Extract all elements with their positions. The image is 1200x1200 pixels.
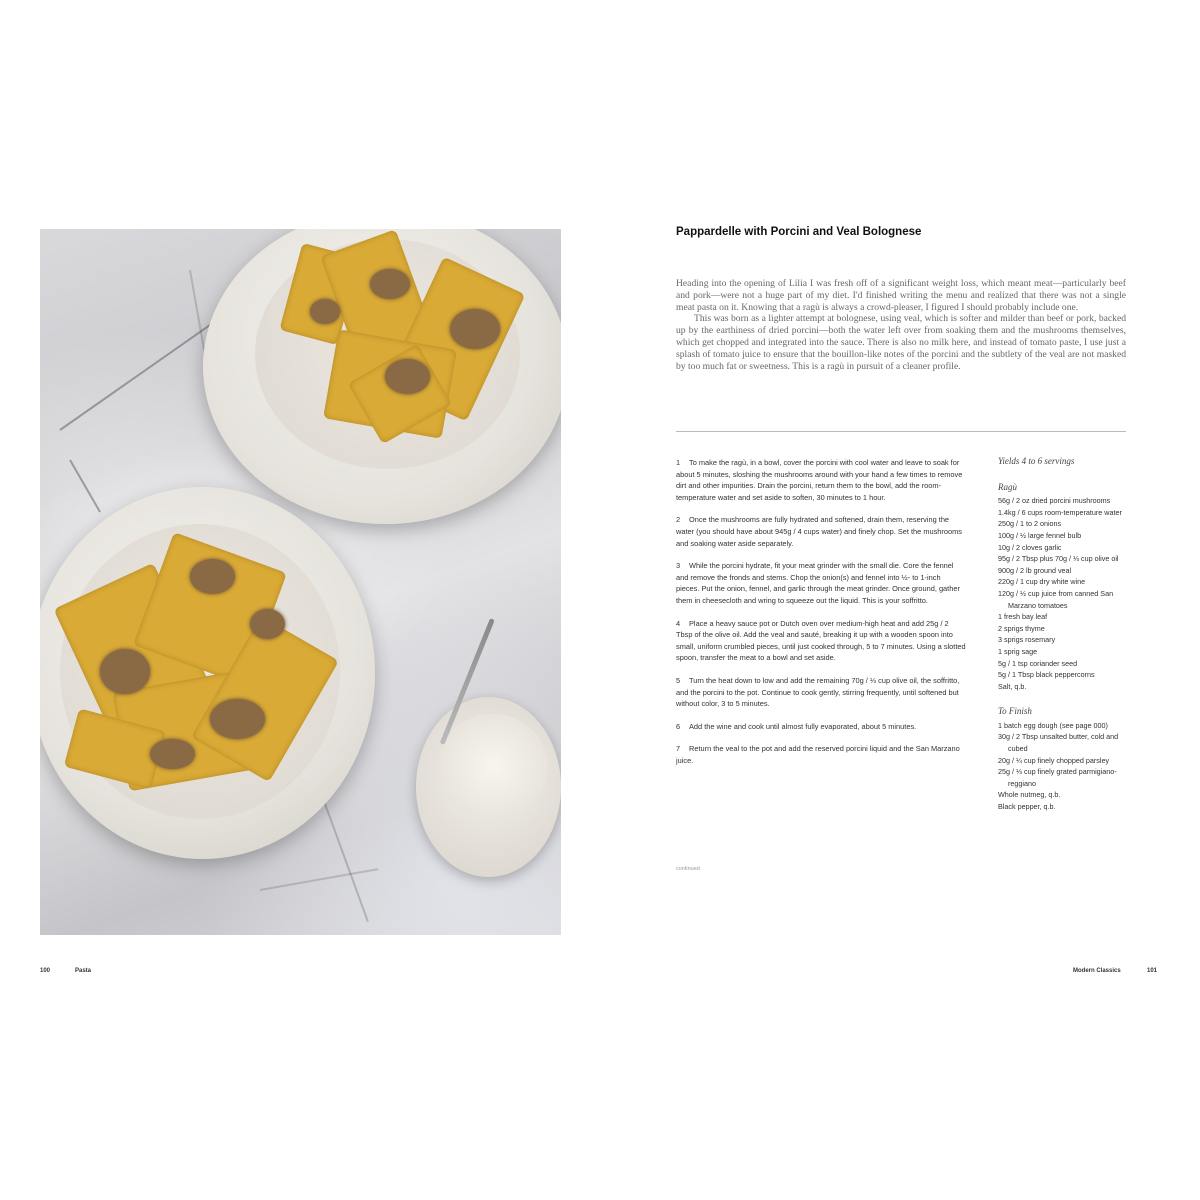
step: 1 To make the ragù, in a bowl, cover the porcini with cool water and leave to soak for about 5 minutes, sloshing the mushrooms around with your hand a few times to remove dirt and other impurities. Drain the porcini, return them to the bowl, add the room-temperature water and set aside to soften, 30 minutes to 1 hour. [676,458,963,502]
ingredient-item: 20g / ¼ cup finely chopped parsley [998,755,1110,765]
ingredient-item: 30g / 2 Tbsp unsalted butter, cold and cubed [998,732,1119,754]
left-page-number: 100 [40,968,51,974]
continued-label: continued [676,866,700,872]
ingredient-item: 1 fresh bay leaf [998,612,1048,622]
ingredients [998,456,1133,813]
recipe-intro [676,278,1126,372]
method-steps [676,457,966,777]
ingredient-item: Black pepper, q.b. [998,802,1056,812]
ingredient-item: 120g / ½ cup juice from canned San Marzano tomatoes [998,588,1114,610]
step: 4 Place a heavy sauce pot or Dutch oven over medium-high heat and add 25g / 2 Tbsp of the olive oil. Add the veal and sauté, breaking it up with a wooden spoon into small, uniform crumbled pieces, until just cooked through, 5 to 7 minutes. Using a slotted spoon, transfer the meat to a bowl and set aside. [676,618,966,663]
ingredient-group-heading: To Finish [998,706,1032,717]
ingredient-item: 100g / ½ large fennel bulb [998,530,1082,540]
ingredient-item: 220g / 1 cup dry white wine [998,577,1086,587]
ingredient-item: 25g / ⅓ cup finely grated parmigiano-reggiano [998,767,1117,788]
ingredient-item: 3 sprigs rosemary [998,635,1056,645]
ingredient-item: 10g / 2 cloves garlic [998,542,1062,552]
step: 2 Once the mushrooms are fully hydrated and softened, drain them, reserving the water (you should have about 945g / 4 cups water) and finely chop. Set the mushrooms and soaking water aside separately. [676,515,962,548]
right-section-title: Modern Classics [1073,968,1121,974]
left-section-title: Pasta [75,968,92,974]
divider [676,431,1126,432]
ingredient-item: Whole nutmeg, q.b. [998,790,1061,800]
ingredient-item: 1.4kg / 6 cups room-temperature water [998,507,1122,517]
ingredient-item: 1 sprig sage [998,646,1038,656]
ingredient-item: 95g / 2 Tbsp plus 70g / ⅓ cup olive oil [998,554,1119,564]
intro-paragraph: Heading into the opening of Lilia I was fresh off of a significant weight loss, which meant meat—particularly beef and pork—were not a huge part of my diet. I'd finished writing the menu and realized that there was not a single meat pasta on it. Knowing that a ragù is always a crowd-pleaser, I figured I should probably include one. [676,278,1126,313]
yield: Yields 4 to 6 servings [998,456,1075,466]
intro-paragraph: This was born as a lighter attempt at bolognese, using veal, which is softer and milder than beef or pork, backed up by the earthiness of dried porcini—both the water left over from soaking them and the mushrooms themselves, which get chopped and integrated into the sauce. There is also no milk here, and instead of tomato paste, I use just a splash of tomato juice to ensure that the bouillon-like notes of the porcini and the subtlety of the veal are not masked by too much fat or sweetness. This is a ragù in pursuit of a cleaner profile. [676,313,1126,372]
ingredient-item: 900g / 2 lb ground veal [998,565,1072,575]
ingredient-group-heading: Ragù [998,481,1017,492]
ingredient-item: Salt, q.b. [998,681,1027,691]
recipe-title: Pappardelle with Porcini and Veal Bolognese [676,226,922,238]
ingredient-item: 5g / 1 tsp coriander seed [998,658,1078,668]
step: 3 While the porcini hydrate, fit your meat grinder with the small die. Core the fennel and remove the fronds and stems. Chop the onion(s) and fennel into ½- to 1-inch pieces. Put the onion, fennel, and garlic through the meat grinder. Once ground, gather them in cheesecloth and wring to squeeze out the liquid. This is your soffritto. [676,561,960,605]
step: 5 Turn the heat down to low and add the remaining 70g / ⅓ cup olive oil, the soffritto, and the porcini to the pot. Continue to cook gently, stirring frequently, until softened but without color, 3 to 5 minutes. [676,675,960,709]
step: 6 Add the wine and cook until almost fully evaporated, about 5 minutes. [676,721,917,731]
ingredient-item: 56g / 2 oz dried porcini mushrooms [998,496,1111,506]
ingredient-item: 1 batch egg dough (see page 000) [998,720,1108,730]
step: 7 Return the veal to the pot and add the reserved porcini liquid and the San Marzano juice. [676,744,960,765]
ingredient-item: 250g / 1 to 2 onions [998,519,1062,529]
right-page-number: 101 [1147,968,1158,974]
ingredient-item: 5g / 1 Tbsp black peppercorns [998,670,1095,680]
recipe-photo [40,229,561,935]
ingredient-item: 2 sprigs thyme [998,623,1045,633]
